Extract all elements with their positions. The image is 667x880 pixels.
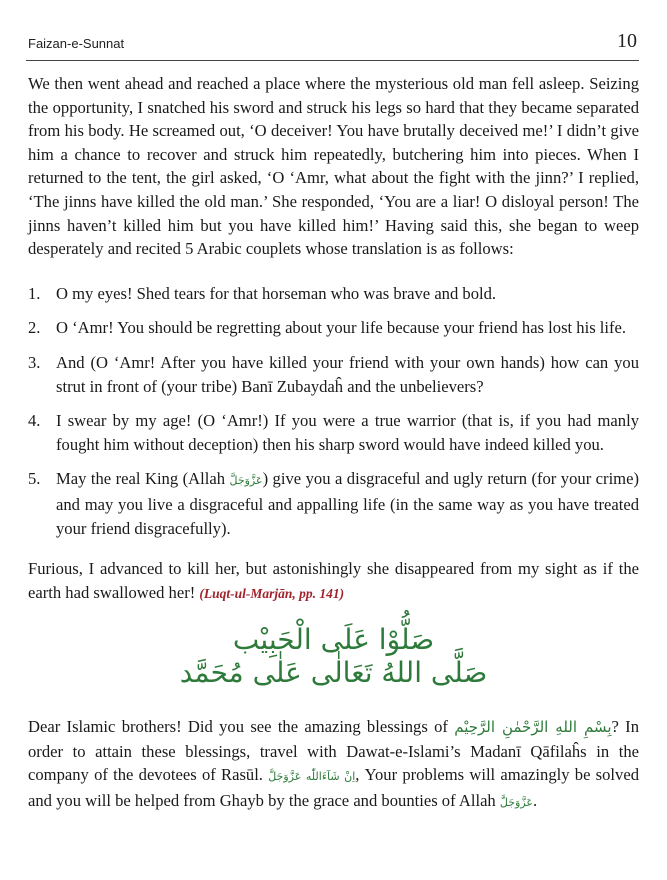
conclusion-text: Furious, I advanced to kill her, but astonishingly she disappeared from my sight as if the earth had swallowed her! bbox=[28, 559, 639, 602]
page-number: 10 bbox=[617, 30, 637, 52]
conclusion-paragraph bbox=[28, 557, 639, 605]
page-body bbox=[28, 72, 639, 815]
arabic-bismillah: بِسْمِ اللهِ الرَّحْمٰنِ الرَّحِيْم bbox=[454, 718, 612, 737]
couplet-text-before: May the real King (Allah bbox=[56, 469, 230, 489]
couplet-text: And (O ‘Amr! After you have killed your friend with your own hands) how can you strut in front of (your tribe) Banī Zubaydaĥ and the unbelievers? bbox=[56, 352, 639, 396]
salawat-line bbox=[28, 623, 639, 689]
salawat-part2: صَلَّى اللهُ تَعَالٰى عَلٰى مُحَمَّد bbox=[179, 656, 488, 690]
couplet-item bbox=[28, 409, 639, 456]
couplet-text-after: ) give you a disgraceful and ugly return (for your crime) and may you live a disgraceful and appalling life (in the same way as you have treated your friend disgracefully). bbox=[56, 469, 639, 538]
arabic-honorific: عَزَّوَجَلَّ bbox=[499, 796, 533, 810]
intro-paragraph: We then went ahead and reached a place where the mysterious old man fell asleep. Seizing the opportunity, I snatched his sword and struck his legs so hard that they became separated from his body. He screamed out, ‘O deceiver! You have brutally deceived me!’ I didn’t give him a chance to recover and struck him repeatedly, butchering him into pieces. When I returned to the tent, the girl asked, ‘O ‘Amr, what about the fight with the jinn?’ I replied, ‘The jinns have killed the old man.’ She responded, ‘You are a liar! O disloyal person! The jinns haven’t killed him but you have killed him!’ Having said this, she began to weep desperately and recited 5 Arabic couplets whose translation is as follows: bbox=[28, 74, 639, 259]
closing-text-1: Dear Islamic brothers! Did you see the amazing blessings of bbox=[28, 717, 455, 737]
couplet-text: O my eyes! Shed tears for that horseman who was brave and bold. bbox=[56, 283, 497, 303]
closing-text-3: , Your problems will amazingly be solved and you will be helped from Ghayb by the grace and bounties of Allah bbox=[28, 765, 639, 811]
closing-text-4: . bbox=[532, 791, 538, 811]
closing-paragraph bbox=[28, 715, 639, 814]
salawat-part1: صَلُّوْا عَلَى الْحَبِيْب bbox=[232, 623, 435, 657]
arabic-insha-allah: اِنْ شَآءَاللّٰه عَزَّوَجَلَّ bbox=[268, 770, 356, 784]
couplet-text: I swear by my age! (O ‘Amr!) If you were a true warrior (that is, if you had manly fought him without deception) then his sharp sword would have indeed killed you. bbox=[56, 411, 639, 454]
couplet-number: 4. bbox=[28, 411, 41, 431]
couplet-item bbox=[28, 467, 639, 540]
couplet-list bbox=[28, 282, 639, 540]
couplet-text: O ‘Amr! You should be regretting about your life because your friend has lost his life. bbox=[56, 318, 627, 338]
book-title: Faizan-e-Sunnat bbox=[28, 36, 125, 51]
header-divider bbox=[26, 60, 639, 61]
couplet-number: 5. bbox=[28, 469, 41, 489]
arabic-honorific: عَزَّوَجَلَّ bbox=[229, 474, 263, 488]
closing-text-2: ? In order to attain these blessings, travel with Dawat-e-Islami’s Madanī Qāfilaĥs in the company of the devotees of Rasūl. bbox=[28, 717, 640, 785]
couplet-number: 2. bbox=[28, 318, 41, 338]
couplet-item bbox=[28, 351, 639, 398]
couplet-item bbox=[28, 282, 639, 306]
reference-citation: (Luqt-ul-Marjān, pp. 141) bbox=[199, 585, 345, 601]
couplet-item bbox=[28, 316, 639, 340]
couplet-number: 3. bbox=[28, 352, 41, 372]
couplet-number: 1. bbox=[28, 283, 41, 303]
